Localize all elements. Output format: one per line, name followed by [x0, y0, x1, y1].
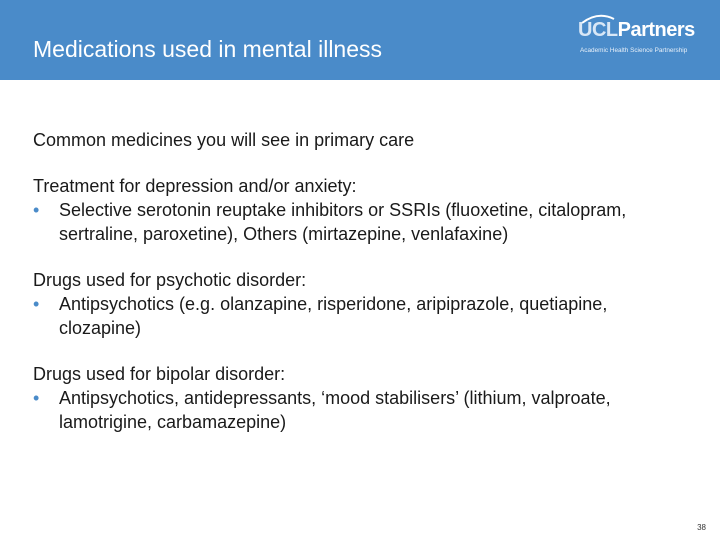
bullet-text: Antipsychotics, antidepressants, ‘mood stabilisers’ (lithium, valproate, lamotrigine, carbamazepine) — [59, 388, 611, 432]
bullet-item — [33, 386, 693, 434]
section-depression — [33, 174, 693, 246]
logo-suffix: Partners — [617, 19, 695, 41]
intro-text: Common medicines you will see in primary care — [33, 130, 415, 150]
bullet-item — [33, 292, 693, 340]
section-bipolar — [33, 362, 693, 434]
logo-wordmark — [578, 19, 695, 42]
section-heading: Drugs used for psychotic disorder: — [33, 270, 307, 290]
section-psychotic — [33, 268, 693, 340]
bullet-icon: • — [33, 294, 40, 314]
slide-title: Medications used in mental illness — [33, 36, 383, 62]
section-heading: Drugs used for bipolar disorder: — [33, 364, 286, 384]
section-heading: Treatment for depression and/or anxiety: — [33, 176, 357, 196]
title-bar — [0, 0, 720, 80]
logo-tagline: Academic Health Science Partnership — [580, 47, 688, 54]
logo-prefix: UCL — [578, 19, 618, 41]
bullet-item — [33, 198, 693, 246]
bullet-icon: • — [33, 200, 40, 220]
bullet-icon: • — [33, 388, 40, 408]
uclpartners-logo — [578, 19, 698, 69]
bullet-text: Antipsychotics (e.g. olanzapine, risperidone, aripiprazole, quetiapine, clozapine) — [59, 294, 608, 338]
slide-number: 38 — [697, 523, 706, 532]
bullet-text: Selective serotonin reuptake inhibitors or SSRIs (fluoxetine, citalopram, sertraline, paroxetine), Others (mirtazepine, venlafaxine) — [59, 200, 627, 244]
slide-body — [33, 128, 693, 434]
